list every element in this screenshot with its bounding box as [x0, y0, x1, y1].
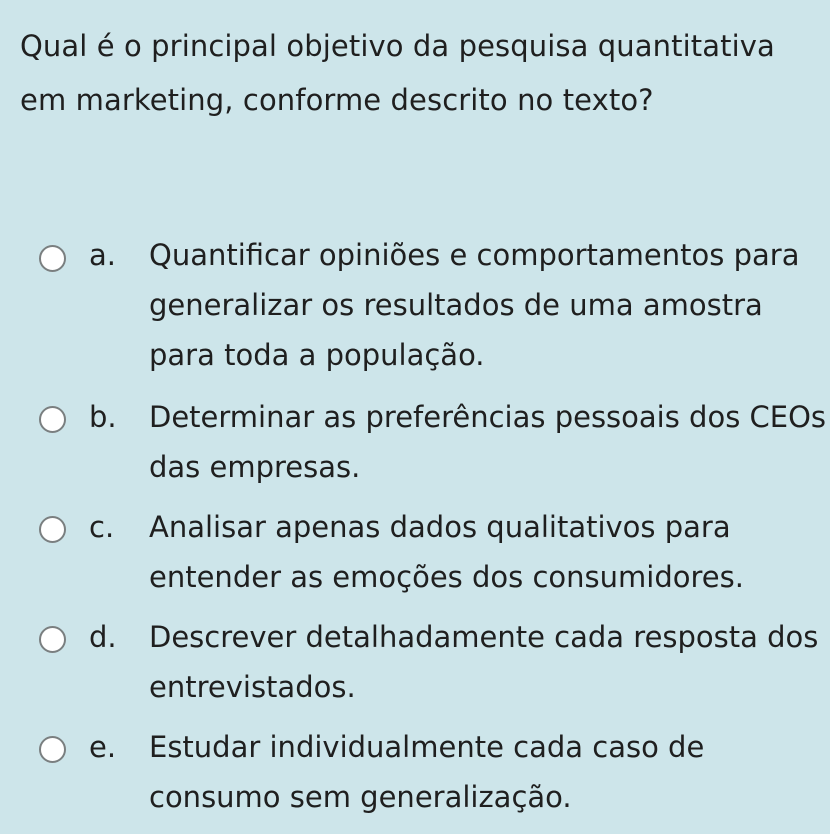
option-letter: d. — [89, 620, 117, 654]
radio-button-b[interactable] — [39, 406, 66, 433]
radio-button-e[interactable] — [39, 736, 66, 763]
option-text: Determinar as preferências pessoais dos CEOs das empresas. — [149, 400, 827, 484]
option-text: Analisar apenas dados qualitativos para entender as emoções dos consumidores. — [149, 510, 744, 594]
option-text: Estudar individualmente cada caso de consumo sem generalização. — [149, 730, 705, 814]
radio-button-a[interactable] — [39, 245, 66, 272]
option-letter: a. — [89, 238, 116, 272]
option-letter: e. — [89, 730, 117, 764]
option-text: Quantificar opiniões e comportamentos para generalizar os resultados de uma amostra para toda a população. — [149, 238, 800, 372]
option-letter: b. — [89, 400, 117, 434]
question-text: Qual é o principal objetivo da pesquisa quantitativa em marketing, conforme descrito no texto? — [20, 29, 775, 117]
radio-button-c[interactable] — [39, 516, 66, 543]
option-letter: c. — [89, 510, 115, 544]
radio-button-d[interactable] — [39, 626, 66, 653]
option-text: Descrever detalhadamente cada resposta dos entrevistados. — [149, 620, 819, 704]
